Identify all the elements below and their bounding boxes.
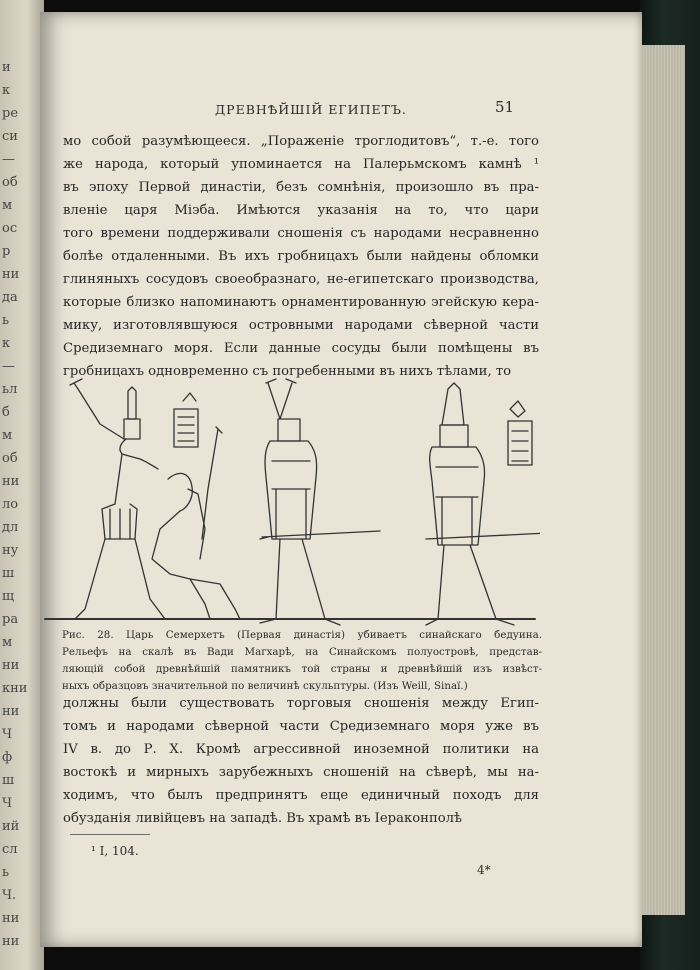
facing-page-fragment: ни <box>2 267 20 282</box>
text-line: мо собой разумѣющееся. „Пораженіе троглодитовъ“, т.-е. того <box>63 134 539 149</box>
standing-king-figure <box>260 379 380 625</box>
text-line: обузданія ливійцевъ на западѣ. Въ храмѣ въ Іераконполѣ <box>63 811 462 826</box>
text-line: вленіе царя Міэба. Имѣются указанія на то, что цари <box>63 203 539 218</box>
hieroglyph-cartouche-1 <box>174 393 198 447</box>
text-line: же народа, который упоминается на Палерьмскомъ камнѣ ¹ <box>63 157 539 172</box>
facing-page-fragment: — <box>2 359 15 374</box>
facing-page-fragment: ий <box>2 819 20 834</box>
text-line: востокѣ и мирныхъ зарубежныхъ сношеній на сѣверѣ, мы на- <box>63 765 539 780</box>
text-line: въ эпоху Первой династіи, безъ сомнѣнія, произошло въ пра- <box>63 180 539 195</box>
facing-page-fragment: — <box>2 152 15 167</box>
standing-king-crown-figure <box>426 383 540 625</box>
text-line: ходимъ, что былъ предпринятъ еще единичный походъ для <box>63 788 539 803</box>
facing-page-fragment: ре <box>2 106 19 121</box>
relief-illustration <box>40 369 540 631</box>
text-line: мику, изготовлявшуюся островными народами сѣверной части <box>63 318 539 333</box>
facing-page-fragment: ни <box>2 934 20 949</box>
kneeling-captive-figure <box>152 427 240 619</box>
facing-page-fragment: к <box>2 83 11 98</box>
caption-line: Рис. 28. Царь Семерхетъ (Первая династія) убиваетъ синайскаго бедуина. <box>62 629 542 641</box>
facing-page-fragment: ни <box>2 658 20 673</box>
facing-page-fragment: Ч <box>2 727 13 742</box>
facing-page-fragment: щ <box>2 589 15 604</box>
text-line: Средиземнаго моря. Если данные сосуды были помѣщены въ <box>63 341 539 356</box>
facing-page-fragment: ш <box>2 773 15 788</box>
facing-page-fragment: си <box>2 129 18 144</box>
page-number: 51 <box>495 98 515 116</box>
text-line: которые близко напоминаютъ орнаментированную эгейскую кера- <box>63 295 539 310</box>
running-header <box>40 98 642 126</box>
facing-page-fragment: ло <box>2 497 19 512</box>
text-line: должны были существовать торговыя сношенія между Егип- <box>63 696 539 711</box>
facing-page-fragment: ь <box>2 865 10 880</box>
text-line: IV в. до Р. Х. Кромѣ агрессивной иноземной политики на <box>63 742 539 757</box>
caption-line: ныхъ образцовъ значительной по величинѣ скульптуры. (Изъ Weill, Sinaï.) <box>62 680 468 692</box>
figure-caption <box>62 627 542 695</box>
facing-page-fragment: ни <box>2 911 20 926</box>
facing-page-edge <box>0 0 44 970</box>
facing-page-fragment: ни <box>2 704 20 719</box>
facing-page-fragment: кни <box>2 681 28 696</box>
text-line: томъ и народами сѣверной части Средиземнаго моря уже въ <box>63 719 539 734</box>
facing-page-fragment: да <box>2 290 18 305</box>
running-title: ДРЕВНѢЙШІЙ ЕГИПЕТЪ. <box>215 102 407 117</box>
paragraph-2 <box>63 692 539 830</box>
text-line: того времени поддерживали сношенія съ народами несравненно <box>63 226 539 241</box>
facing-page-fragment: Ч <box>2 796 13 811</box>
facing-page-fragment: и <box>2 60 11 75</box>
facing-page-fragment: м <box>2 198 13 213</box>
text-line: болѣе отдаленными. Въ ихъ гробницахъ были найдены обломки <box>63 249 539 264</box>
facing-page-fragment: м <box>2 635 13 650</box>
book-page <box>40 12 642 947</box>
facing-page-fragment: об <box>2 451 18 466</box>
facing-page-fragment: м <box>2 428 13 443</box>
facing-page-fragment: ну <box>2 543 19 558</box>
facing-page-fragment: б <box>2 405 10 420</box>
facing-page-fragment: ф <box>2 750 13 765</box>
facing-page-fragment: об <box>2 175 18 190</box>
facing-page-fragment: Ч. <box>2 888 17 903</box>
facing-page-fragment: ос <box>2 221 18 236</box>
text-line: гробницахъ одновременно съ погребенными въ нихъ тѣлами, то <box>63 364 512 379</box>
king-smiting-figure <box>70 379 165 619</box>
facing-page-fragment: ш <box>2 566 15 581</box>
caption-line: ляющій собой древнѣйшій памятникъ той страны и древнѣйшій изъ извѣст- <box>62 663 542 675</box>
text-line: глиняныхъ сосудовъ своеобразнаго, не-египетскаго производства, <box>63 272 539 287</box>
caption-line: Рельефъ на скалѣ въ Вади Магхарѣ, на Синайскомъ полуостровѣ, представ- <box>62 646 542 658</box>
signature-mark: 4* <box>477 863 491 877</box>
footnote-rule <box>70 834 150 835</box>
page-block-edge <box>637 45 685 915</box>
facing-page-fragment: р <box>2 244 11 259</box>
facing-page-fragment: дл <box>2 520 19 535</box>
facing-page-fragment: ь <box>2 313 10 328</box>
facing-page-fragment: ра <box>2 612 19 627</box>
facing-page-fragment: ьл <box>2 382 18 397</box>
hieroglyph-cartouche-2 <box>508 401 532 465</box>
footnote: ¹ I, 104. <box>91 844 139 858</box>
facing-page-fragment: к <box>2 336 11 351</box>
paragraph-1 <box>63 130 539 383</box>
facing-page-fragment: ни <box>2 474 20 489</box>
facing-page-fragment: сл <box>2 842 18 857</box>
